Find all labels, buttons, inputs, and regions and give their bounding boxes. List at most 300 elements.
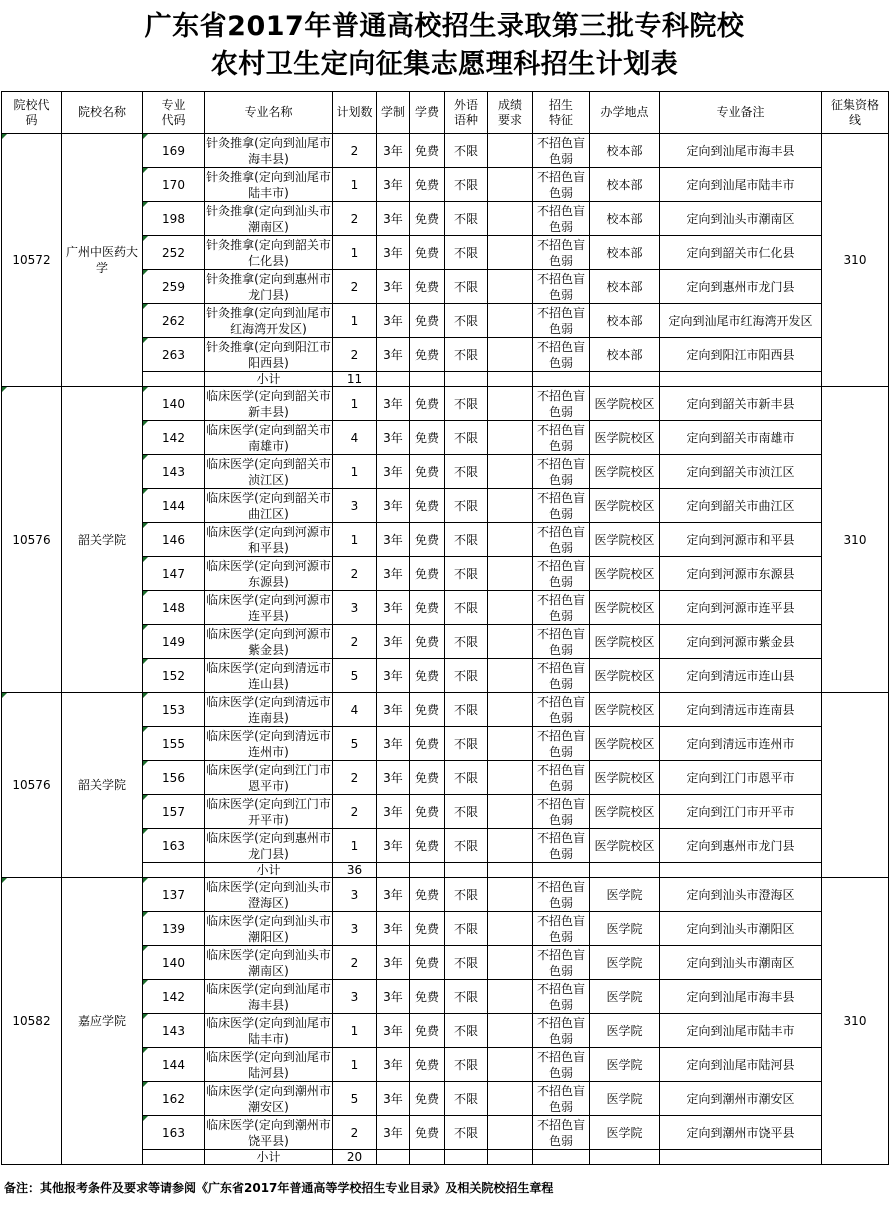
cell-marker-icon [143,625,148,630]
header-location: 办学地点 [590,92,660,134]
language-cell: 不限 [445,270,488,304]
duration-cell: 3年 [377,946,410,980]
fee-cell: 免费 [410,387,445,421]
major-code-cell: 262 [143,304,205,338]
duration-cell: 3年 [377,829,410,863]
major-code-cell: 252 [143,236,205,270]
duration-cell: 3年 [377,523,410,557]
duration-cell: 3年 [377,557,410,591]
major-code-cell: 147 [143,557,205,591]
duration-cell: 3年 [377,1048,410,1082]
score-req-cell [488,304,533,338]
language-cell: 不限 [445,659,488,693]
subtotal-empty [488,863,533,878]
major-name-cell: 临床医学(定向到河源市连平县) [206,592,331,623]
feature-cell: 不招色盲色弱 [533,591,590,625]
major-name-cell: 临床医学(定向到汕头市潮阳区) [206,913,331,944]
subtotal-empty [445,372,488,387]
location-cell: 校本部 [590,236,660,270]
major-code-cell: 155 [143,727,205,761]
location-cell: 医学院校区 [590,693,660,727]
duration-cell: 3年 [377,878,410,912]
remark-cell: 定向到汕头市潮阳区 [660,912,822,946]
major-name-cell: 针灸推拿(定向到汕尾市海丰县) [206,135,331,166]
header-score-req: 成绩要求 [488,92,533,134]
language-cell: 不限 [445,980,488,1014]
remark-cell: 定向到汕头市澄海区 [660,878,822,912]
score-req-cell [488,1048,533,1082]
major-name-cell: 临床医学(定向到河源市东源县) [206,558,331,589]
language-cell: 不限 [445,304,488,338]
remark-cell: 定向到河源市东源县 [660,557,822,591]
cell-marker-icon [143,1014,148,1019]
fee-cell: 免费 [410,1014,445,1048]
remark-cell: 定向到汕尾市海丰县 [660,134,822,168]
feature-cell: 不招色盲色弱 [533,727,590,761]
subtotal-value: 11 [333,372,377,387]
score-req-cell [488,489,533,523]
plan-cell: 2 [333,761,377,795]
feature-cell: 不招色盲色弱 [533,421,590,455]
school-code-cell: 10572 [2,134,62,387]
school-name-cell: 韶关学院 [62,693,143,878]
major-name-cell: 临床医学(定向到汕头市澄海区) [206,879,331,910]
duration-cell: 3年 [377,591,410,625]
feature-cell: 不招色盲色弱 [533,693,590,727]
duration-cell: 3年 [377,270,410,304]
fee-cell: 免费 [410,980,445,1014]
language-cell: 不限 [445,1116,488,1150]
score-req-cell [488,980,533,1014]
subtotal-blank [143,1150,205,1165]
remark-cell: 定向到河源市紫金县 [660,625,822,659]
duration-cell: 3年 [377,455,410,489]
fee-cell: 免费 [410,1116,445,1150]
feature-cell: 不招色盲色弱 [533,168,590,202]
language-cell: 不限 [445,625,488,659]
subtotal-empty [488,372,533,387]
plan-cell: 1 [333,387,377,421]
cell-marker-icon [143,387,148,392]
fee-cell: 免费 [410,625,445,659]
location-cell: 医学院 [590,946,660,980]
score-req-cell [488,523,533,557]
major-name-cell: 临床医学(定向到潮州市饶平县) [206,1117,331,1148]
table-row [2,878,889,912]
fee-cell: 免费 [410,557,445,591]
major-name-cell: 临床医学(定向到江门市开平市) [206,796,331,827]
language-cell: 不限 [445,236,488,270]
score-req-cell [488,236,533,270]
subtotal-label: 小计 [205,1150,333,1165]
school-code-cell: 10582 [2,878,62,1165]
major-code-cell: 142 [143,980,205,1014]
duration-cell: 3年 [377,236,410,270]
cell-marker-icon [143,202,148,207]
language-cell: 不限 [445,693,488,727]
fee-cell: 免费 [410,878,445,912]
major-name-cell: 临床医学(定向到汕头市潮南区) [206,947,331,978]
table-row [2,387,889,421]
plan-cell: 4 [333,421,377,455]
major-code-cell: 144 [143,1048,205,1082]
major-code-cell: 163 [143,1116,205,1150]
cell-marker-icon [2,878,7,883]
location-cell: 医学院 [590,878,660,912]
score-req-cell [488,168,533,202]
min-score-cell: 310 [822,134,889,387]
header-features: 招生特征 [533,92,590,134]
location-cell: 医学院校区 [590,489,660,523]
language-cell: 不限 [445,489,488,523]
score-req-cell [488,761,533,795]
duration-cell: 3年 [377,912,410,946]
score-req-cell [488,625,533,659]
min-score-cell: 310 [822,387,889,693]
feature-cell: 不招色盲色弱 [533,659,590,693]
major-code-cell: 142 [143,421,205,455]
feature-cell: 不招色盲色弱 [533,489,590,523]
language-cell: 不限 [445,202,488,236]
location-cell: 医学院 [590,980,660,1014]
feature-cell: 不招色盲色弱 [533,387,590,421]
feature-cell: 不招色盲色弱 [533,455,590,489]
plan-cell: 3 [333,489,377,523]
score-req-cell [488,202,533,236]
remark-cell: 定向到江门市开平市 [660,795,822,829]
subtotal-empty [590,1150,660,1165]
language-cell: 不限 [445,1048,488,1082]
major-name-cell: 针灸推拿(定向到汕尾市红海湾开发区) [206,305,331,336]
major-name-cell: 针灸推拿(定向到汕尾市陆丰市) [206,169,331,200]
language-cell: 不限 [445,912,488,946]
score-req-cell [488,557,533,591]
feature-cell: 不招色盲色弱 [533,134,590,168]
feature-cell: 不招色盲色弱 [533,270,590,304]
language-cell: 不限 [445,829,488,863]
language-cell: 不限 [445,387,488,421]
subtotal-empty [377,863,410,878]
major-code-cell: 143 [143,455,205,489]
feature-cell: 不招色盲色弱 [533,912,590,946]
feature-cell: 不招色盲色弱 [533,1116,590,1150]
feature-cell: 不招色盲色弱 [533,304,590,338]
plan-cell: 2 [333,1116,377,1150]
major-code-cell: 153 [143,693,205,727]
fee-cell: 免费 [410,523,445,557]
duration-cell: 3年 [377,202,410,236]
subtotal-empty [445,1150,488,1165]
plan-cell: 1 [333,523,377,557]
plan-cell: 1 [333,1014,377,1048]
subtotal-empty [660,372,822,387]
duration-cell: 3年 [377,980,410,1014]
plan-cell: 1 [333,455,377,489]
fee-cell: 免费 [410,829,445,863]
cell-marker-icon [143,912,148,917]
major-name-cell: 临床医学(定向到潮州市潮安区) [206,1083,331,1114]
cell-marker-icon [143,659,148,664]
remark-cell: 定向到潮州市饶平县 [660,1116,822,1150]
score-req-cell [488,591,533,625]
plan-cell: 2 [333,202,377,236]
cell-marker-icon [143,693,148,698]
fee-cell: 免费 [410,727,445,761]
plan-cell: 2 [333,557,377,591]
major-code-cell: 157 [143,795,205,829]
major-name-cell: 临床医学(定向到清远市连州市) [206,728,331,759]
feature-cell: 不招色盲色弱 [533,980,590,1014]
remark-cell: 定向到汕尾市陆丰市 [660,168,822,202]
score-req-cell [488,455,533,489]
min-score-cell [822,693,889,878]
plan-cell: 1 [333,829,377,863]
fee-cell: 免费 [410,591,445,625]
remark-cell: 定向到汕尾市陆河县 [660,1048,822,1082]
enrollment-plan-table [1,91,889,1165]
subtotal-empty [377,1150,410,1165]
subtotal-empty [660,1150,822,1165]
duration-cell: 3年 [377,387,410,421]
location-cell: 医学院校区 [590,591,660,625]
major-name-cell: 临床医学(定向到韶关市浈江区) [206,456,331,487]
header-school-code: 院校代码 [2,92,62,134]
header-language: 外语语种 [445,92,488,134]
subtotal-empty [533,1150,590,1165]
remark-cell: 定向到江门市恩平市 [660,761,822,795]
feature-cell: 不招色盲色弱 [533,795,590,829]
footer-note: 备注：其他报考条件及要求等请参阅《广东省2017年普通高等学校招生专业目录》及相关院校招生章程 [4,1181,554,1195]
plan-cell: 4 [333,693,377,727]
feature-cell: 不招色盲色弱 [533,625,590,659]
language-cell: 不限 [445,455,488,489]
subtotal-empty [533,372,590,387]
feature-cell: 不招色盲色弱 [533,523,590,557]
subtotal-label: 小计 [205,372,333,387]
location-cell: 医学院校区 [590,557,660,591]
cell-marker-icon [143,134,148,139]
location-cell: 校本部 [590,338,660,372]
cell-marker-icon [143,270,148,275]
remark-cell: 定向到清远市连山县 [660,659,822,693]
duration-cell: 3年 [377,727,410,761]
subtotal-empty [590,863,660,878]
major-code-cell: 140 [143,946,205,980]
feature-cell: 不招色盲色弱 [533,878,590,912]
table-row [2,134,889,168]
remark-cell: 定向到汕尾市红海湾开发区 [660,304,822,338]
major-code-cell: 139 [143,912,205,946]
major-name-cell: 针灸推拿(定向到惠州市龙门县) [206,271,331,302]
cell-marker-icon [143,338,148,343]
remark-cell: 定向到河源市连平县 [660,591,822,625]
school-code-cell: 10576 [2,693,62,878]
plan-cell: 5 [333,727,377,761]
fee-cell: 免费 [410,946,445,980]
feature-cell: 不招色盲色弱 [533,202,590,236]
language-cell: 不限 [445,878,488,912]
subtotal-label: 小计 [205,863,333,878]
cell-marker-icon [143,1082,148,1087]
major-name-cell: 针灸推拿(定向到韶关市仁化县) [206,237,331,268]
fee-cell: 免费 [410,236,445,270]
location-cell: 校本部 [590,270,660,304]
header-major-code: 专业代码 [143,92,205,134]
score-req-cell [488,134,533,168]
fee-cell: 免费 [410,421,445,455]
fee-cell: 免费 [410,455,445,489]
major-code-cell: 263 [143,338,205,372]
major-code-cell: 140 [143,387,205,421]
location-cell: 医学院校区 [590,523,660,557]
remark-cell: 定向到韶关市新丰县 [660,387,822,421]
fee-cell: 免费 [410,270,445,304]
remark-cell: 定向到汕尾市海丰县 [660,980,822,1014]
major-name-cell: 临床医学(定向到河源市紫金县) [206,626,331,657]
cell-marker-icon [143,980,148,985]
header-school-name: 院校名称 [62,92,143,134]
language-cell: 不限 [445,1082,488,1116]
fee-cell: 免费 [410,202,445,236]
plan-cell: 5 [333,659,377,693]
plan-cell: 1 [333,1048,377,1082]
subtotal-blank [143,372,205,387]
score-req-cell [488,795,533,829]
score-req-cell [488,659,533,693]
plan-cell: 3 [333,878,377,912]
subtotal-blank [143,863,205,878]
score-req-cell [488,421,533,455]
fee-cell: 免费 [410,795,445,829]
cell-marker-icon [143,523,148,528]
major-name-cell: 临床医学(定向到河源市和平县) [206,524,331,555]
remark-cell: 定向到阳江市阳西县 [660,338,822,372]
subtotal-empty [410,1150,445,1165]
school-name-cell: 韶关学院 [62,387,143,693]
location-cell: 校本部 [590,134,660,168]
location-cell: 医学院校区 [590,829,660,863]
location-cell: 医学院校区 [590,455,660,489]
fee-cell: 免费 [410,912,445,946]
major-code-cell: 148 [143,591,205,625]
score-req-cell [488,387,533,421]
major-name-cell: 临床医学(定向到汕尾市陆河县) [206,1049,331,1080]
duration-cell: 3年 [377,1014,410,1048]
major-name-cell: 临床医学(定向到韶关市新丰县) [206,388,331,419]
major-code-cell: 144 [143,489,205,523]
location-cell: 医学院 [590,1014,660,1048]
score-req-cell [488,1082,533,1116]
remark-cell: 定向到汕头市潮南区 [660,946,822,980]
feature-cell: 不招色盲色弱 [533,557,590,591]
duration-cell: 3年 [377,659,410,693]
major-name-cell: 临床医学(定向到江门市恩平市) [206,762,331,793]
location-cell: 医学院校区 [590,659,660,693]
remark-cell: 定向到汕头市潮南区 [660,202,822,236]
remark-cell: 定向到韶关市南雄市 [660,421,822,455]
cell-marker-icon [143,1116,148,1121]
fee-cell: 免费 [410,304,445,338]
subtotal-empty [377,372,410,387]
fee-cell: 免费 [410,693,445,727]
major-name-cell: 临床医学(定向到惠州市龙门县) [206,830,331,861]
location-cell: 医学院校区 [590,727,660,761]
duration-cell: 3年 [377,421,410,455]
location-cell: 校本部 [590,304,660,338]
major-code-cell: 156 [143,761,205,795]
feature-cell: 不招色盲色弱 [533,761,590,795]
school-name-cell: 嘉应学院 [62,878,143,1165]
cell-marker-icon [143,557,148,562]
language-cell: 不限 [445,557,488,591]
language-cell: 不限 [445,523,488,557]
header-fee: 学费 [410,92,445,134]
location-cell: 校本部 [590,202,660,236]
school-code-cell: 10576 [2,387,62,693]
score-req-cell [488,829,533,863]
major-name-cell: 临床医学(定向到韶关市南雄市) [206,422,331,453]
cell-marker-icon [143,455,148,460]
language-cell: 不限 [445,338,488,372]
score-req-cell [488,727,533,761]
location-cell: 医学院校区 [590,387,660,421]
plan-cell: 1 [333,236,377,270]
location-cell: 校本部 [590,168,660,202]
fee-cell: 免费 [410,338,445,372]
duration-cell: 3年 [377,304,410,338]
cell-marker-icon [143,727,148,732]
location-cell: 医学院 [590,1116,660,1150]
cell-marker-icon [143,1048,148,1053]
language-cell: 不限 [445,168,488,202]
feature-cell: 不招色盲色弱 [533,1014,590,1048]
location-cell: 医学院校区 [590,625,660,659]
language-cell: 不限 [445,421,488,455]
remark-cell: 定向到清远市连南县 [660,693,822,727]
major-name-cell: 临床医学(定向到汕尾市陆丰市) [206,1015,331,1046]
cell-marker-icon [143,168,148,173]
major-code-cell: 143 [143,1014,205,1048]
header-row [2,92,889,134]
score-req-cell [488,946,533,980]
language-cell: 不限 [445,1014,488,1048]
language-cell: 不限 [445,795,488,829]
major-name-cell: 临床医学(定向到清远市连南县) [206,694,331,725]
feature-cell: 不招色盲色弱 [533,1048,590,1082]
cell-marker-icon [143,304,148,309]
location-cell: 医学院校区 [590,761,660,795]
major-code-cell: 163 [143,829,205,863]
page-title-line1: 广东省2017年普通高校招生录取第三批专科院校 [144,11,745,42]
major-code-cell: 149 [143,625,205,659]
duration-cell: 3年 [377,1116,410,1150]
duration-cell: 3年 [377,134,410,168]
plan-cell: 2 [333,270,377,304]
subtotal-value: 20 [333,1150,377,1165]
location-cell: 医学院 [590,1082,660,1116]
duration-cell: 3年 [377,693,410,727]
duration-cell: 3年 [377,489,410,523]
feature-cell: 不招色盲色弱 [533,1082,590,1116]
score-req-cell [488,912,533,946]
fee-cell: 免费 [410,761,445,795]
plan-cell: 1 [333,168,377,202]
subtotal-empty [410,863,445,878]
location-cell: 医学院校区 [590,421,660,455]
duration-cell: 3年 [377,761,410,795]
score-req-cell [488,693,533,727]
header-remarks: 专业备注 [660,92,822,134]
